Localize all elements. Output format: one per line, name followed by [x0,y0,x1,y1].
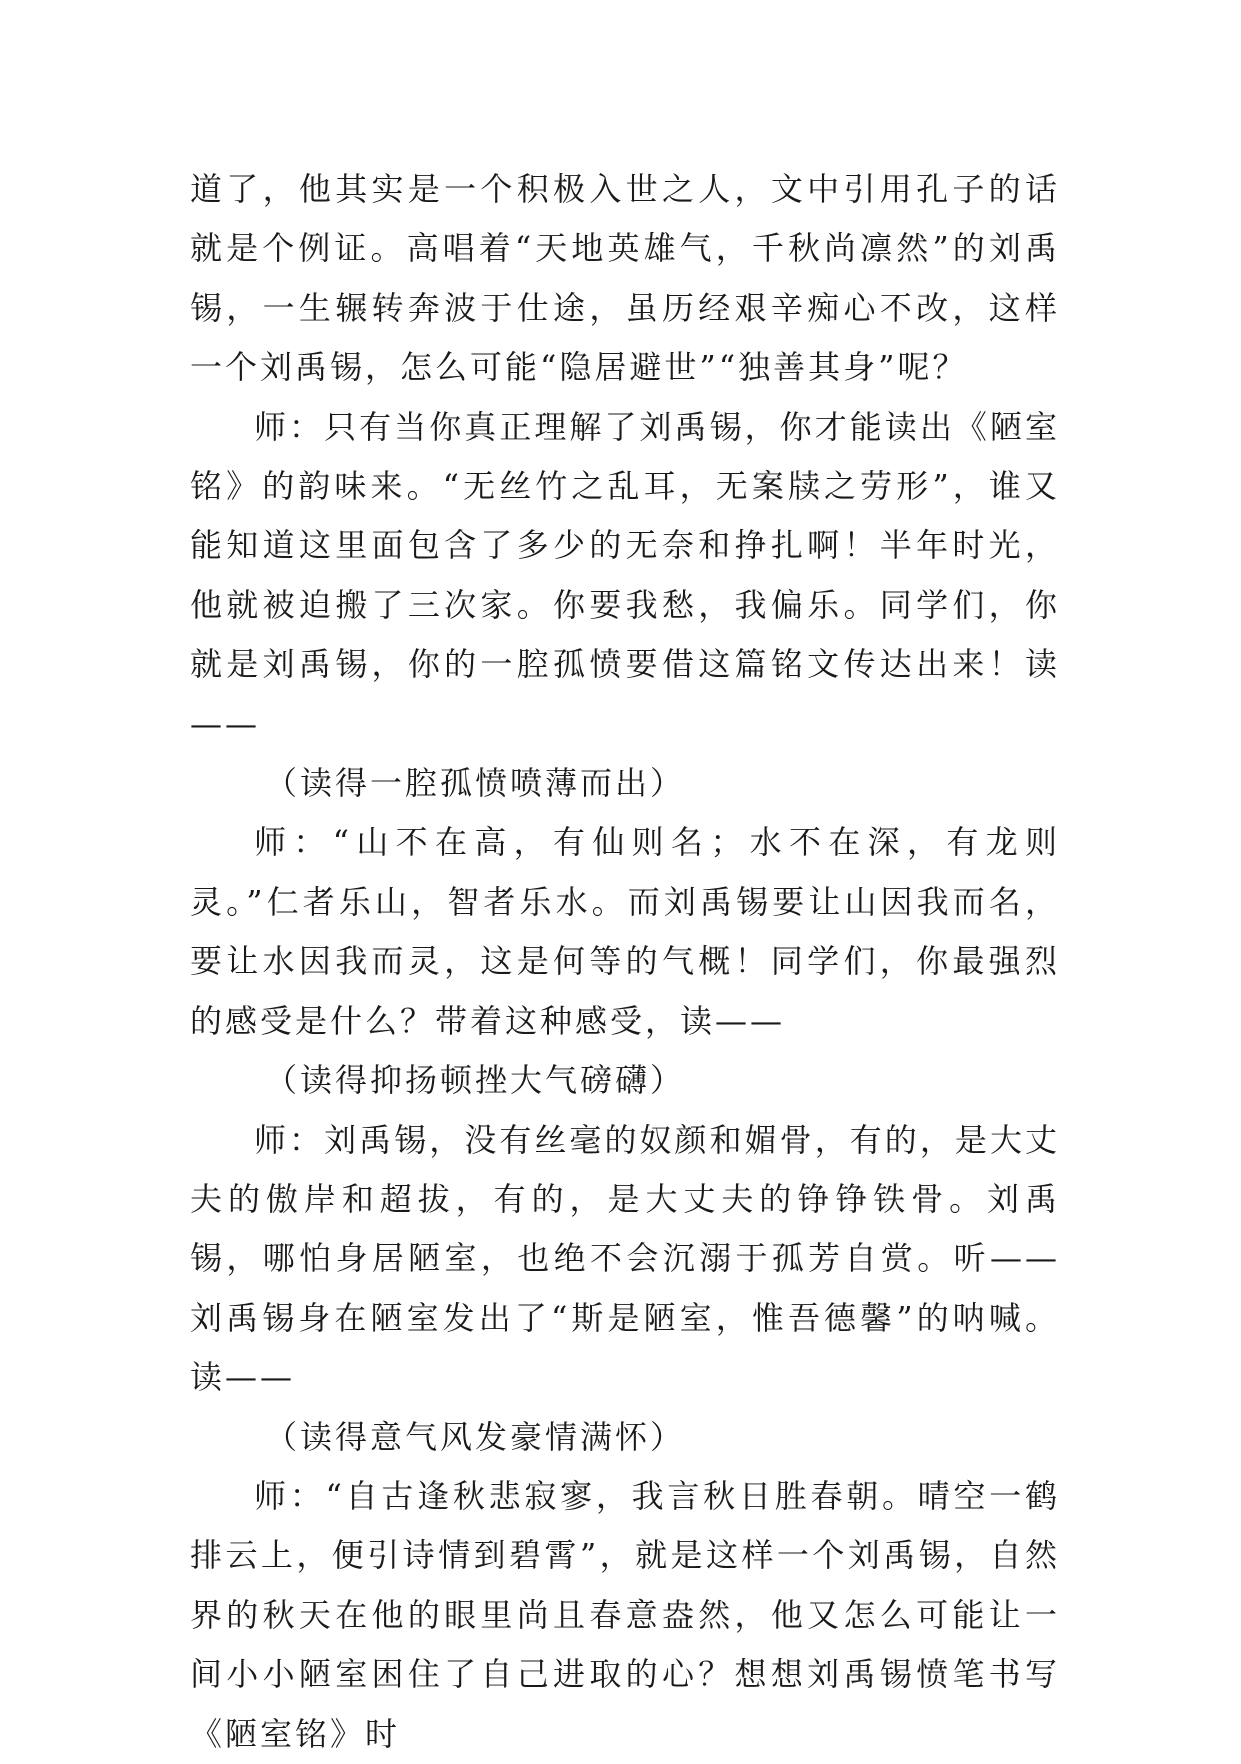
paragraph-teacher-2: 师：“山不在高，有仙则名；水不在深，有龙则灵。”仁者乐山，智者乐水。而刘禹锡要让山因我而名，要让水因我而灵，这是何等的气概！同学们，你最强烈的感受是什么？带着这种感受，读—— [190,823,1060,1040]
body-text [190,160,1060,1764]
paragraph-teacher-1: 师：只有当你真正理解了刘禹锡，你才能读出《陋室铭》的韵味来。“无丝竹之乱耳，无案牍之劳形”，谁又能知道这里面包含了多少的无奈和挣扎啊！半年时光，他就被迫搬了三次家。你要我愁，我偏乐。同学们，你就是刘禹锡，你的一腔孤愤要借这篇铭文传达出来！读—— [190,407,1060,743]
paragraph-note-2: （读得抑扬顿挫大气磅礴） [265,1061,686,1100]
paragraph-note-3: （读得意气风发豪情满怀） [265,1417,686,1456]
paragraph-continuation: 道了，他其实是一个积极入世之人，文中引用孔子的话就是个例证。高唱着“天地英雄气，千秋尚凛然”的刘禹锡，一生辗转奔波于仕途，虽历经艰辛痴心不改，这样一个刘禹锡，怎么可能“隐居避世”“独善其身”呢？ [190,170,1060,387]
paragraph-teacher-4: 师：“自古逢秋悲寂寥，我言秋日胜春朝。晴空一鹤排云上，便引诗情到碧霄”，就是这样一个刘禹锡，自然界的秋天在他的眼里尚且春意盎然，他又怎么可能让一间小小陋室困住了自己进取的心？想想刘禹锡愤笔书写《陋室铭》时 [190,1476,1060,1753]
paragraph-note-1: （读得一腔孤愤喷薄而出） [265,764,686,803]
paragraph-teacher-3: 师：刘禹锡，没有丝毫的奴颜和媚骨，有的，是大丈夫的傲岸和超拔，有的，是大丈夫的铮铮铁骨。刘禹锡，哪怕身居陋室，也绝不会沉溺于孤芳自赏。听——刘禹锡身在陋室发出了“斯是陋室，惟吾德馨”的呐喊。读—— [190,1120,1060,1397]
